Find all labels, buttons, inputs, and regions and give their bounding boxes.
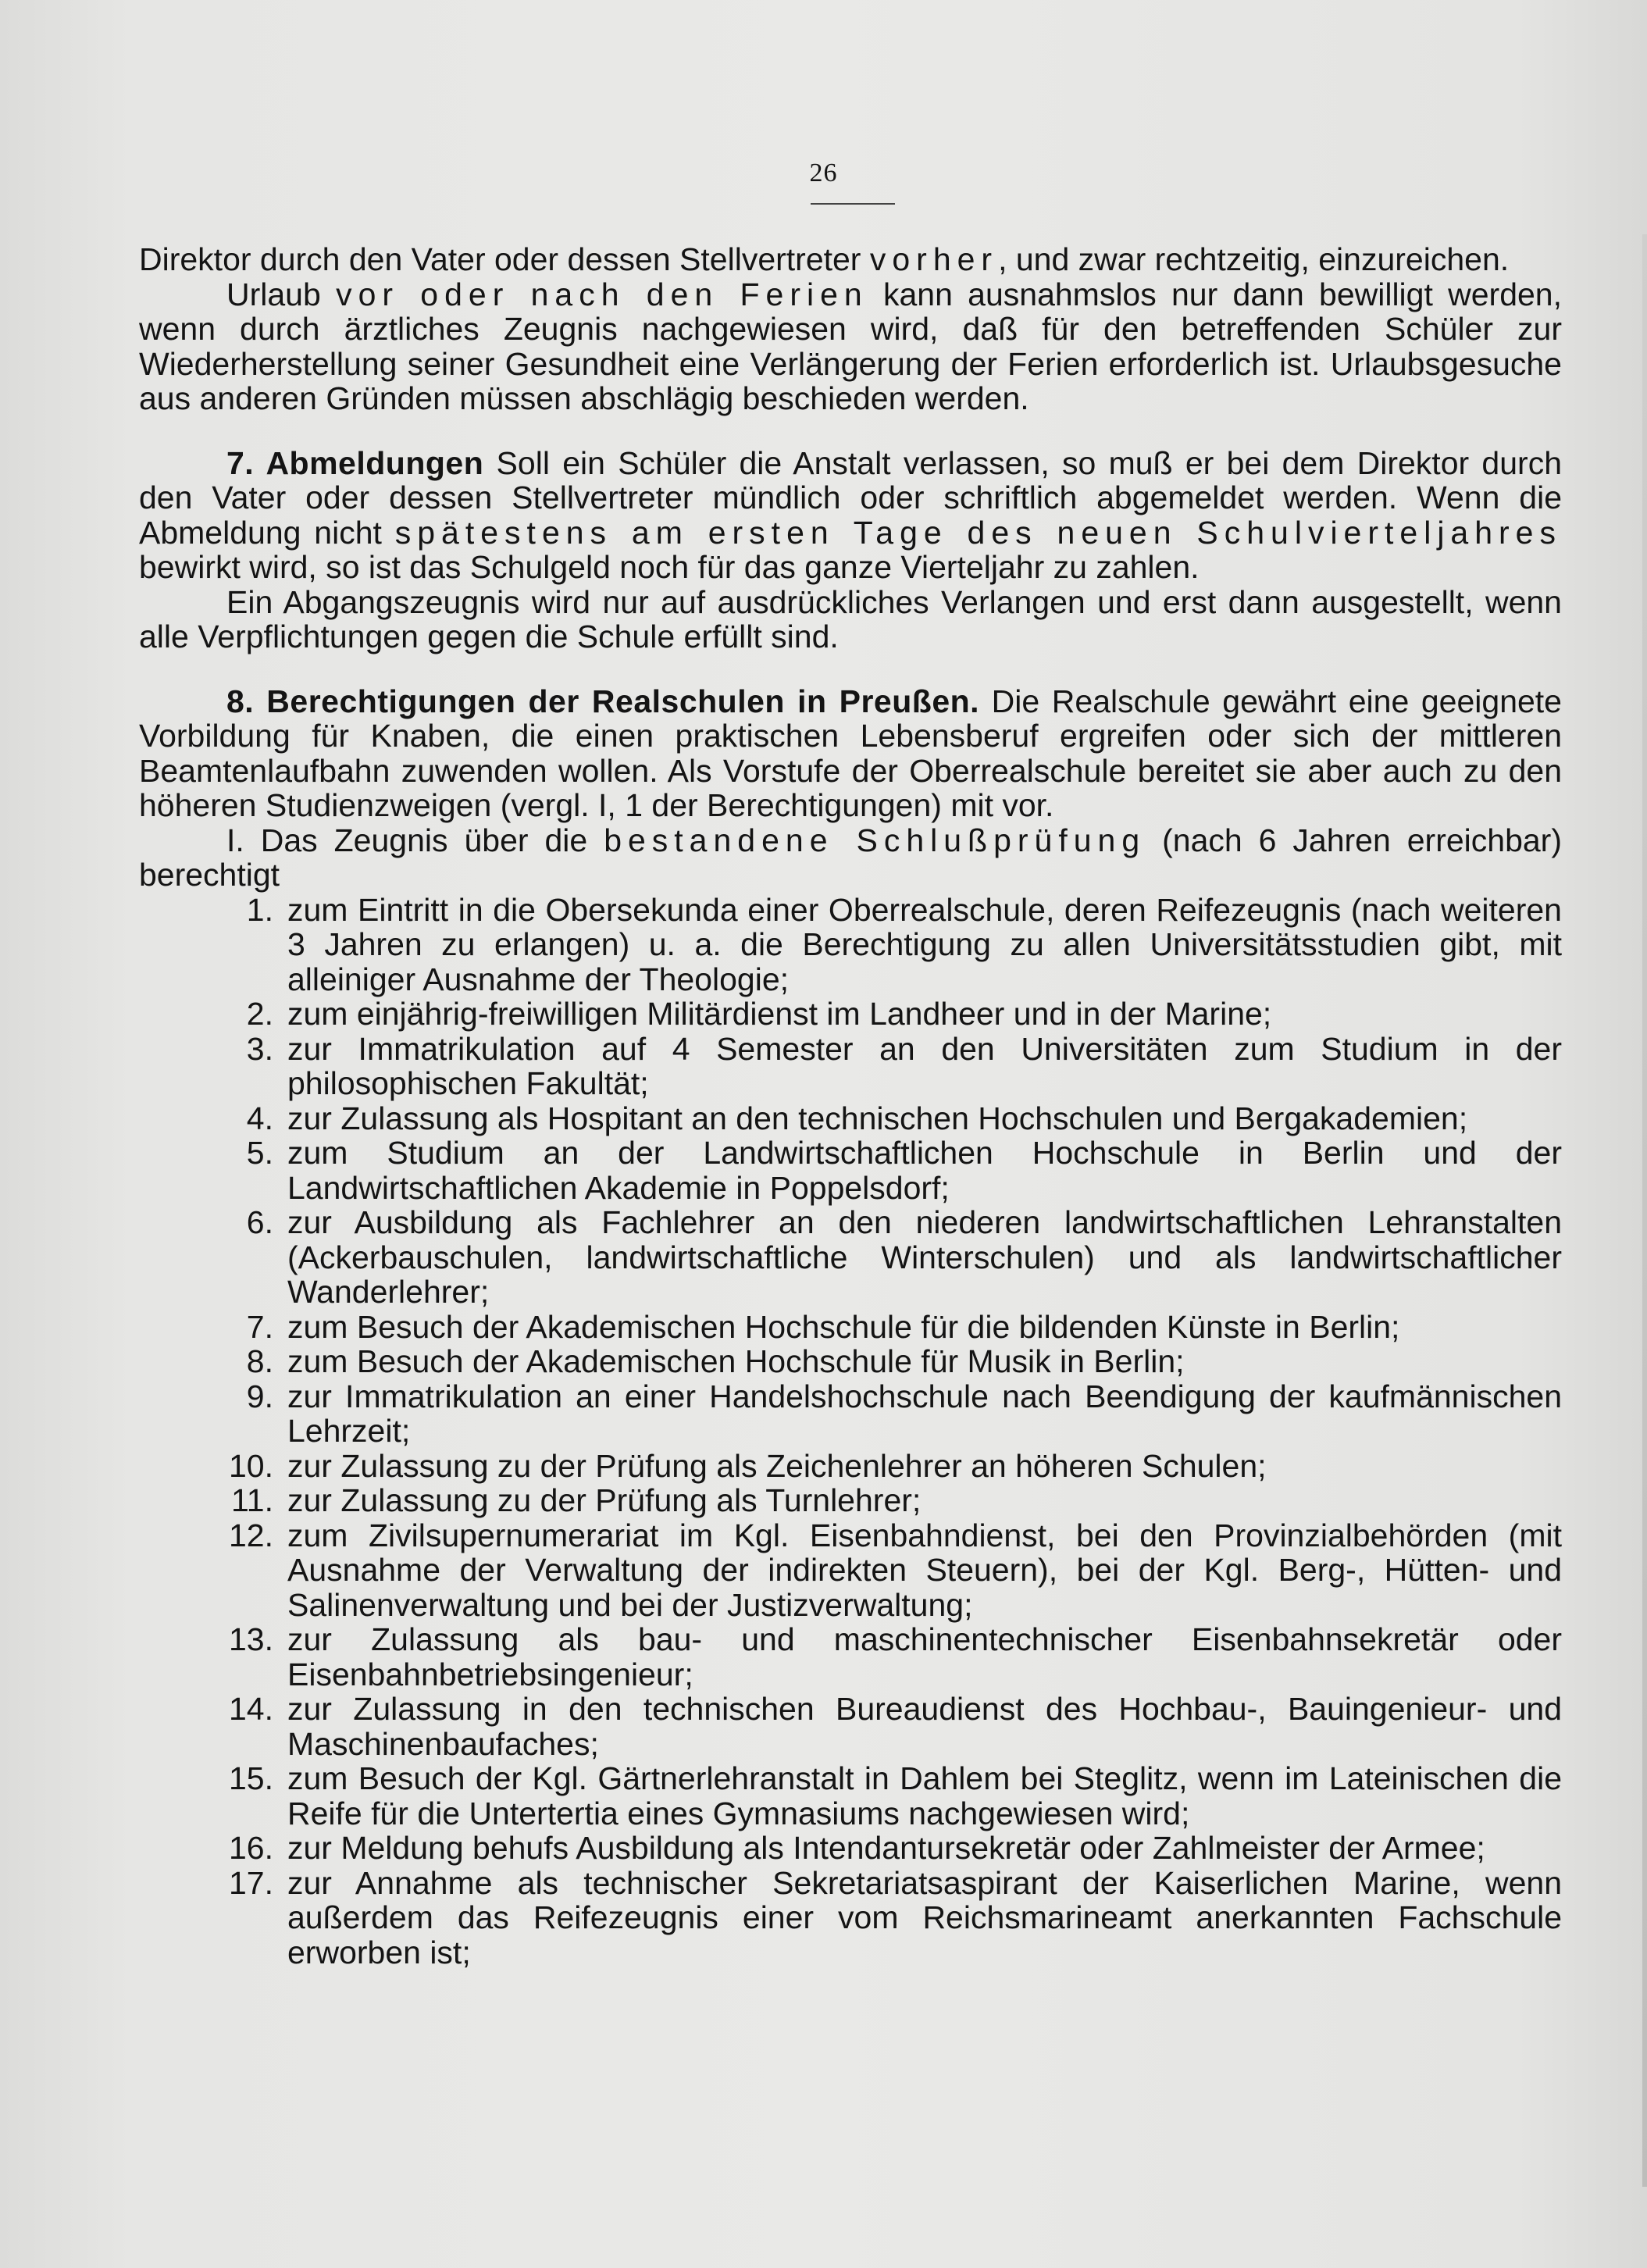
list-item xyxy=(139,1344,1562,1379)
list-item xyxy=(139,1866,1562,1970)
section-7-abmeldungen: 7. Abmeldungen Soll ein Schüler die Anstalt verlassen, so muß er bei dem Direktor durch den Vater oder dessen Stellvertreter mündlich oder schriftlich abgemeldet werden. Wenn die Abmeldung nicht spätestens am ersten Tage des neuen Schulvierteljahres bewirkt wird, so ist das Schulgeld noch für das ganze Vierteljahr zu zahlen. xyxy=(139,444,1562,585)
list-item-number: 9. xyxy=(246,1378,273,1414)
list-item xyxy=(139,1831,1562,1866)
list-item-number: 10. xyxy=(229,1447,273,1484)
list-item xyxy=(139,1518,1562,1623)
list-item xyxy=(139,1136,1562,1205)
list-item xyxy=(139,1692,1562,1761)
list-item-text: zur Zulassung zu der Prüfung als Turnlehrer; xyxy=(287,1482,922,1518)
list-item-text: zum einjährig-freiwilligen Militärdienst im Landheer und in der Marine; xyxy=(287,996,1272,1032)
list-item-text: zur Zulassung zu der Prüfung als Zeichenlehrer an höheren Schulen; xyxy=(287,1447,1267,1484)
list-item xyxy=(139,1310,1562,1345)
list-item-number: 8. xyxy=(246,1343,273,1379)
spaced-emphasis: vor oder nach den Ferien xyxy=(336,276,868,312)
list-item xyxy=(139,1449,1562,1484)
berechtigungen-list xyxy=(139,893,1562,1970)
list-item-number: 5. xyxy=(246,1135,273,1171)
list-item-text: zur Annahme als technischer Sekretariatsaspirant der Kaiserlichen Marine, wenn außerdem das Reifezeugnis einer vom Reichsmarineamt anerkannten Fachschule erworben ist; xyxy=(287,1864,1562,1970)
list-item xyxy=(139,1622,1562,1692)
list-item-number: 13. xyxy=(229,1621,273,1657)
paragraph-urlaub: Urlaub vor oder nach den Ferien kann ausnahmslos nur dann bewilligt werden, wenn durch ärztliches Zeugnis nachgewiesen wird, daß für den betreffenden Schüler zur Wiederherstellung seiner Gesundheit eine Verlängerung der Ferien erforderlich ist. Urlaubsgesuche aus anderen Gründen müssen abschlägig beschieden werden. xyxy=(139,276,1562,416)
page-edge-shadow xyxy=(1642,234,1647,2187)
list-item xyxy=(139,1205,1562,1310)
paragraph-abgangszeugnis: Ein Abgangszeugnis wird nur auf ausdrückliches Verlangen und erst dann ausgestellt, wenn alle Verpflichtungen gegen die Schule erfüllt sind. xyxy=(139,583,1562,654)
list-item-text: zur Immatrikulation auf 4 Semester an den Universitäten zum Studium in der philosophischen Fakultät; xyxy=(287,1030,1562,1101)
list-item xyxy=(139,893,1562,997)
list-item xyxy=(139,1761,1562,1831)
list-item-number: 4. xyxy=(246,1100,273,1136)
paragraph-zeugnis-intro: I. Das Zeugnis über die bestandene Schlußprüfung (nach 6 Jahren erreichbar) berechtigt xyxy=(139,822,1562,893)
list-item-text: zur Zulassung als bau- und maschinentechnischer Eisenbahnsekretär oder Eisenbahnbetriebsingenieur; xyxy=(287,1621,1562,1692)
list-item-text: zur Immatrikulation an einer Handelshochschule nach Beendigung der kaufmännischen Lehrzeit; xyxy=(287,1378,1562,1449)
section-8-berechtigungen: 8. Berechtigungen der Realschulen in Preußen. Die Realschule gewährt eine geeignete Vorbildung für Knaben, die einen praktischen Lebensberuf ergreifen oder sich der mittleren Beamtenlaufbahn zuwenden wollen. Als Vorstufe der Oberrealschule bereitet sie aber auch zu den höheren Studienzweigen (vergl. I, 1 der Berechtigungen) mit vor. xyxy=(139,683,1562,823)
list-item-text: zum Besuch der Akademischen Hochschule für Musik in Berlin; xyxy=(287,1343,1185,1379)
list-item-text: zur Ausbildung als Fachlehrer an den niederen landwirtschaftlichen Lehranstalten (Ackerbauschulen, landwirtschaftliche Winterschulen) und als landwirtschaftlicher Wanderlehrer; xyxy=(287,1204,1562,1310)
list-item-text: zur Zulassung in den technischen Bureaudienst des Hochbau-, Bauingenieur- und Maschinenbaufaches; xyxy=(287,1691,1562,1762)
list-item-text: zur Meldung behufs Ausbildung als Intendantursekretär oder Zahlmeister der Armee; xyxy=(287,1830,1485,1866)
list-item-number: 17. xyxy=(229,1864,273,1901)
page-number-rule xyxy=(811,203,895,205)
list-item-text: zum Zivilsupernumerariat im Kgl. Eisenbahndienst, bei den Provinzialbehörden (mit Ausnahme der Verwaltung der indirekten Steuern), bei der Kgl. Berg-, Hütten- und Salinenverwaltung und bei der Justizverwaltung; xyxy=(287,1517,1562,1623)
list-item-text: zum Besuch der Akademischen Hochschule für die bildenden Künste in Berlin; xyxy=(287,1308,1400,1345)
list-item-text: zur Zulassung als Hospitant an den technischen Hochschulen und Bergakademien; xyxy=(287,1100,1468,1136)
list-item xyxy=(139,1032,1562,1101)
paragraph-continuation: Direktor durch den Vater oder dessen Stellvertreter vorher, und zwar rechtzeitig, einzureichen. xyxy=(139,241,1510,277)
spaced-emphasis: spätestens am ersten Tage des neuen Schulvierteljahres xyxy=(394,514,1562,551)
list-item xyxy=(139,1483,1562,1518)
list-item-number: 11. xyxy=(231,1482,273,1518)
list-item-number: 12. xyxy=(229,1517,273,1553)
spaced-emphasis: vorher xyxy=(869,241,999,277)
section-heading: 7. Abmeldungen xyxy=(226,444,484,481)
list-item-number: 7. xyxy=(246,1308,273,1345)
list-item-number: 15. xyxy=(229,1760,273,1796)
list-item-number: 14. xyxy=(229,1691,273,1727)
list-item xyxy=(139,1379,1562,1449)
list-item xyxy=(139,997,1562,1032)
list-item-number: 2. xyxy=(246,996,273,1032)
list-item-text: zum Besuch der Kgl. Gärtnerlehranstalt in Dahlem bei Steglitz, wenn im Lateinischen die Reife für die Untertertia eines Gymnasiums nachgewiesen wird; xyxy=(287,1760,1562,1831)
list-item-number: 3. xyxy=(246,1030,273,1067)
section-heading: 8. Berechtigungen der Realschulen in Preußen. xyxy=(226,683,980,719)
list-item-number: 6. xyxy=(246,1204,273,1240)
page-body xyxy=(139,242,1562,1970)
list-item-text: zum Studium an der Landwirtschaftlichen Hochschule in Berlin und der Landwirtschaftlichen Akademie in Poppelsdorf; xyxy=(287,1135,1562,1206)
spaced-emphasis: bestandene Schlußprüfung xyxy=(604,822,1146,858)
list-item xyxy=(139,1101,1562,1136)
list-item-number: 16. xyxy=(229,1830,273,1866)
page-number: 26 xyxy=(809,159,838,187)
list-item-text: zum Eintritt in die Obersekunda einer Oberrealschule, deren Reifezeugnis (nach weiteren 3 Jahren zu erlangen) u. a. die Berechtigung zu allen Universitätsstudien gibt, mit alleiniger Ausnahme der Theologie; xyxy=(287,891,1562,997)
list-item-number: 1. xyxy=(246,891,273,928)
